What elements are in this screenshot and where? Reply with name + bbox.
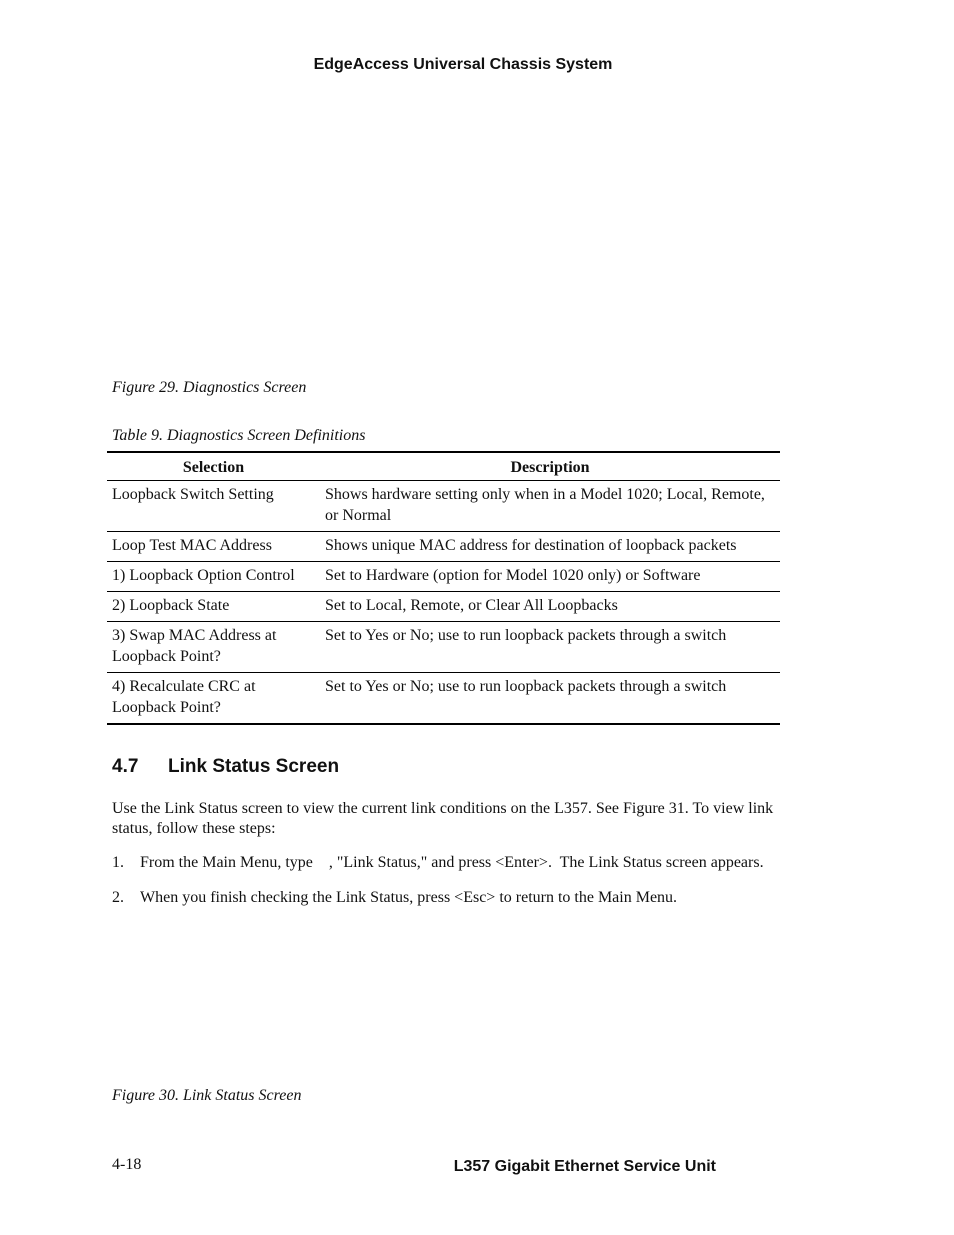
description-cell: Set to Yes or No; use to run loopback packets through a switch: [325, 678, 727, 695]
step-number: 2.: [112, 889, 124, 906]
table-row: [107, 562, 780, 592]
page-number: 4-18: [112, 1156, 142, 1173]
description-cell: Shows hardware setting only when in a Model 1020; Local, Remote, or Normal: [320, 481, 780, 532]
step-item: [112, 888, 677, 908]
selection-cell: 4) Recalculate CRC at Loopback Point?: [112, 678, 256, 716]
step-item: [112, 853, 764, 873]
table-header-row: [107, 452, 780, 481]
description-cell: Set to Yes or No; use to run loopback packets through a switch: [320, 622, 780, 673]
column-header-description: Description: [320, 452, 780, 481]
description-cell: Shows unique MAC address for destination of loopback packets: [320, 532, 780, 562]
table-9-caption: Table 9. Diagnostics Screen Definitions: [112, 427, 366, 444]
selection-cell: 3) Swap MAC Address at Loopback Point?: [107, 622, 320, 673]
description-cell: Set to Hardware (option for Model 1020 only) or Software: [320, 562, 780, 592]
running-header: EdgeAccess Universal Chassis System: [313, 56, 613, 73]
selection-cell: Loopback Switch Setting: [107, 481, 320, 532]
section-title: Link Status Screen: [168, 756, 340, 777]
table-row: [107, 592, 780, 622]
step-number: 1.: [112, 854, 124, 871]
column-header-selection: Selection: [107, 452, 320, 481]
intro-paragraph: Use the Link Status screen to view the current link conditions on the L357. See Figure 31. To view link status, follow these steps:: [112, 800, 774, 837]
diagnostics-definitions-table: [107, 451, 780, 725]
table-row: [107, 481, 780, 532]
step-text: From the Main Menu, type , "Link Status," and press <Enter>. The Link Status screen appears.: [140, 854, 764, 871]
selection-cell: 2) Loopback State: [107, 592, 320, 622]
running-footer: L357 Gigabit Ethernet Service Unit: [453, 1158, 716, 1175]
section-heading: [112, 756, 339, 778]
table-row: [107, 622, 780, 673]
section-number: 4.7: [112, 756, 139, 777]
table-row: [107, 532, 780, 562]
figure-30-caption: Figure 30. Link Status Screen: [112, 1087, 302, 1104]
step-text: When you finish checking the Link Status, press <Esc> to return to the Main Menu.: [140, 889, 678, 906]
table-row: [107, 673, 780, 725]
figure-29-caption: Figure 29. Diagnostics Screen: [112, 379, 307, 396]
selection-cell: Loop Test MAC Address: [107, 532, 320, 562]
selection-cell: 1) Loopback Option Control: [107, 562, 320, 592]
description-cell: Set to Local, Remote, or Clear All Loopbacks: [320, 592, 780, 622]
